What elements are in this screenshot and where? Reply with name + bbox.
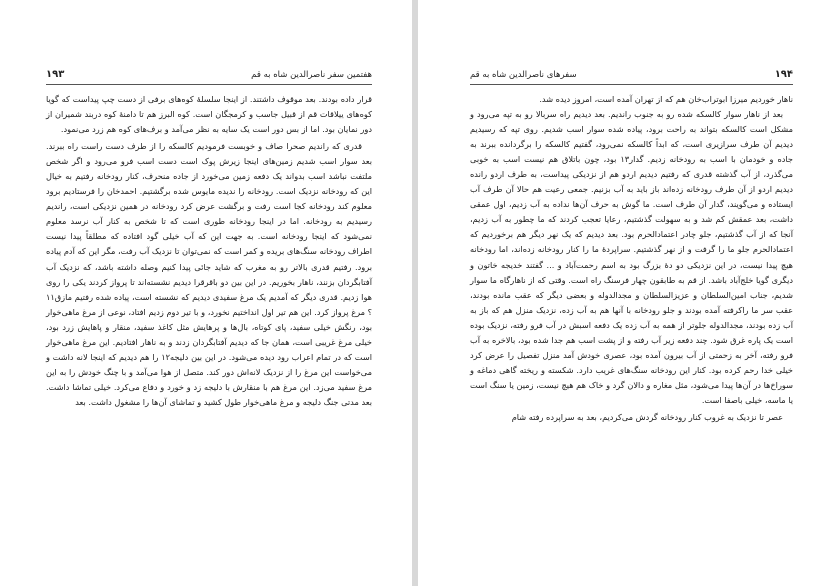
right-header-rule: [470, 84, 793, 85]
left-page-number: ۱۹۳: [46, 69, 65, 80]
left-page-header-title: هفتمین سفر ناصرالدین شاه به قم: [251, 70, 372, 80]
right-page-body: [470, 92, 793, 425]
left-page-body: [46, 92, 372, 410]
right-page-header: [470, 66, 793, 80]
right-page: [418, 0, 831, 586]
right-paragraph-2: بعد از ناهار سوار کالسکه شده رو به جنوب راندیم. بعد دیدیم راه سربالا رو به تپه می‌رود و مشکل است کالسکه بتواند به راحت برود، پیاده شده سوار اسب شدیم. روی تپه که رسیدیم دیدیم آن طرف سرازیری است، که ابداً کالسکه نمی‌رود، گفتیم کالسکه را برگردانده ببرند به جاده و خودمان با اسب به رودخانه زدیم. گدار۱۳ بود، چون باتلاق هم نیست اسب به خوبی می‌گذرد، از آب گذشته قدری که رفتیم دیدیم اردو هم از نزدیکی پیداست، به طرف اردو رانده دیدیم اردو از آن طرف رودخانه زده‌اند باز باید به آب بزنیم. جمعی رعیت هم حالا آن طرف آب ایستاده و می‌گویند، گدار آن طرف است. ما گوش به حرف آن‌ها نداده به آب زدیم، اول عمقی داشت، بعد عمقش کم شد و به سهولت گذشتیم، رعایا تعجب کردند که ما چطور به آب زدیم، آنجا که از آب گذشتیم، جلو چادر اعتمادالحرم بود. بعد دیدیم که یک نهر دیگر هم برخوردیم که اعتمادالحرم جلو ما را گرفت و از نهر گذشتیم. سراپردهٔ ما را کنار رودخانه زده‌اند، اما رودخانه هیچ پیدا نیست، در این نزدیکی دو دهٔ بزرگ بود به اسم رحمت‌آباد و ... گفتند خدیجه خاتون و دیگری گویا خلج‌آباد باشد. از قم به طابقون چهار فرسنگ راه است. وقتی که از ناهارگاه ما سوار شدیم، جناب امین‌السلطان و عزیزالسلطان و مجدالدوله و بعضی دیگر که عقب مانده بودند، عقب سر ما راکرفته آمده بودند و جلو رودخانه با آنها هم به آب زده، نزدیک منزل هم که باز به آب زده بودند، مجدالدوله جلوتر از همه به آب زده یک دفعه اسبش در آب فرو رفته، نزدیک بوده است یک پاره غرق شود. چند دفعه زیر آب رفته و از پشت اسب هم جدا شده بود، بالاخره به آب فرو رفته، آخر به زحمتی از آب بیرون آمده بود، عصری خودش آمد منزل تفصیل را عرض کرد خیلی خدا رحم کرده بود. کنار این رودخانه سنگ‌های غریب دارد. شکسته و ریخته گاهی دماغه و سوراخ‌ها در آن‌ها پیدا می‌شود، مثل مغاره و دالان گرد و خاک هم هیچ نیست، زمین یا سنگ است یا ماسه، خیلی باصفا است.: [470, 109, 793, 405]
left-page: [0, 0, 412, 586]
right-page-header-title: سفرهای ناصرالدین شاه به قم: [470, 70, 577, 80]
right-paragraph-3: عصر تا نزدیک به غروب کنار رودخانه گردش می‌کردیم، بعد به سراپرده رفته شام: [511, 411, 783, 422]
left-paragraph-1: قرار داده بودند. بعد موقوف داشتند. از اینجا سلسلهٔ کوه‌های برفی از دست چپ پیداست که گویا کوه‌های ییلاقات قم از قبیل جاسب و کرمجگان است. کوه البرز هم تا دامنهٔ کوه دربند شمیران از دور نمایان بود. اما از بس دور است یک سایه به نظر می‌آمد و برف‌های کوه هم زرد می‌نمود.: [46, 94, 372, 135]
left-paragraph-2: قدری که راندیم صحرا صاف و خوبست فرمودیم کالسکه را از طرف دست راست راه ببرند. بعد سوار اسب شدیم زمین‌های اینجا زیرش پوک است دست اسب فرو می‌رود و اگر شخص ملتفت نباشد اسب بدواند یک دفعه زمین می‌خورد از جاده منحرف، کنار رودخانه رفتیم به خیال این که رودخانه نزدیک است. رودخانه را ندیده مایوس شده برگشتیم. احمدخان را فرستادیم برود معلوم کند رودخانه کجا است رفت و برگشت عرض کرد رودخانه در همین نزدیکی است، راندیم رسیدیم به رودخانه. اما در اینجا رودخانه طوری است که تا شخص به کنار آب نرسد معلوم نمی‌شود که اینجا رودخانه است. به جهت این که آب خیلی گود افتاده که مطلقاً پیدا نیست اطراف رودخانه سنگ‌های بریده و کمر است که نمی‌توان تا نزدیک آب رفت، مگر این که آدم پیاده برود. رفتیم قدری بالاتر رو به مغرب که شاید جائی پیدا کنیم وصله داشته باشد، که نزدیک آب آفتابگردان بزنند، ناهار بخوریم. در این بین دو باقرقرا دیدیم نشسته‌اند تا پرواز کردند یکی را روی هوا زدیم. قدری دیگر که آمدیم یک مرغ سفیدی دیدیم که نشسته است، پیاده شده رفتیم مازق۱۱ ؟ مرغ پرواز کرد. این هم تیر اول انداختیم نخورد، و با تیر دوم زدیم افتاد، نوعی از مرغ ماهی‌خوار بود، رنگش خیلی سفید، پای کوتاه، بال‌ها و پرهایش مثل کاغذ سفید، منقار و پاهایش زرد بود، خیلی مرغ غریبی است، همان جا که دیدیم آفتابگردان زدند و به ناهار افتادیم. این مرغ ماهی‌خوار است که در تمام اعراب رود دیده می‌شود. در این بین دلیجه۱۲ را هم دیدیم که اینجا لانه داشت و می‌خواست این مرغ را از نزدیک لانه‌اش دور کند. متصل از هوا می‌آمد و با چنگ خودش را به این مرغ سفید می‌زد. این مرغ هم با منقارش با دلیجه زد و خورد و دفاع می‌کرد. خیلی تماشا داشت. بعد مدتی جنگ دلیجه و مرغ ماهی‌خوار طول کشید و تماشای آن‌ها را مشغول داشت. بعد: [46, 141, 372, 407]
left-page-header: [46, 66, 372, 80]
left-header-rule: [46, 84, 372, 85]
right-paragraph-1: ناهار خوردیم میرزا ابوتراب‌خان هم که از تهران آمده است، امروز دیده شد.: [539, 94, 793, 104]
right-page-number: ۱۹۴: [774, 69, 793, 80]
